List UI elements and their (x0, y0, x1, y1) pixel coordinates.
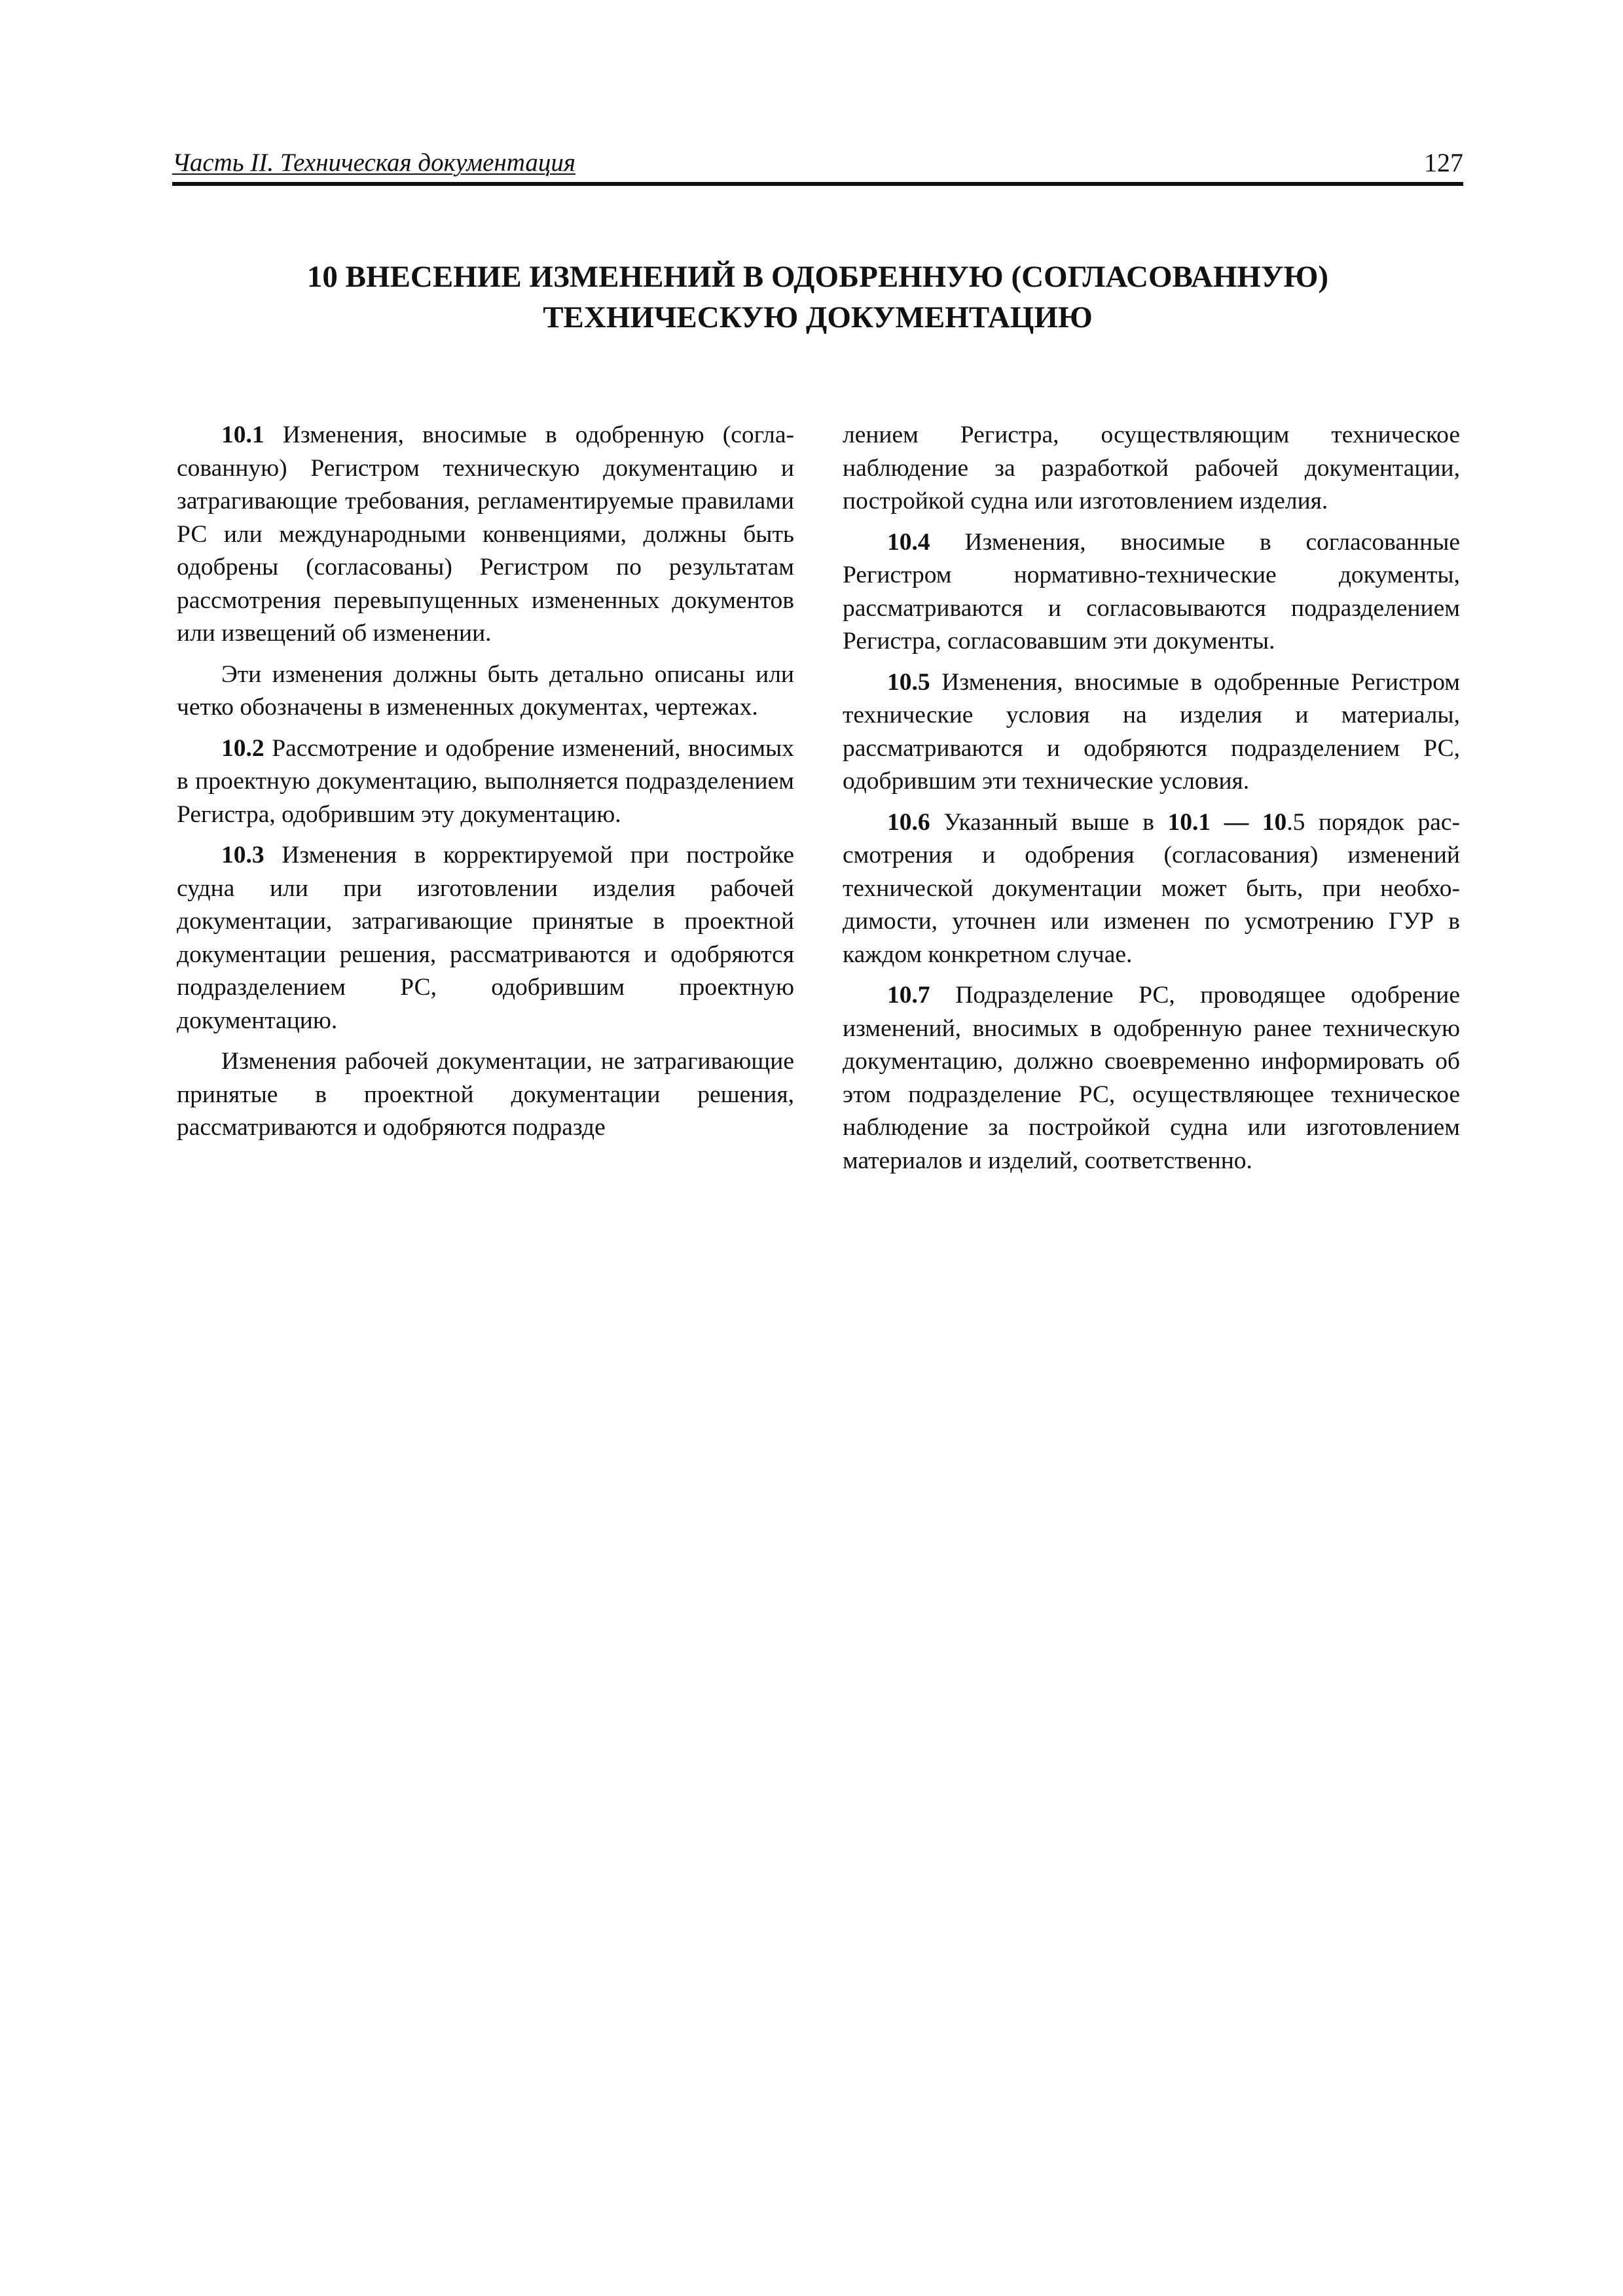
left-column (177, 419, 794, 1153)
paragraph-text: Изменения, вносимые в одобренную (согласованную) Регистром техническую документацию и затрагивающие требования, регламентируемые правилами РС или международными конвенциями, должны быть одобрены (согласованы) Регистром по результатам рассмотрения перевыпущенных измененных документов или извещений об изменении. (177, 422, 794, 647)
paragraph-number: 10.3 (221, 842, 264, 869)
chapter-title-line-2: ТЕХНИЧЕСКУЮ ДОКУМЕНТАЦИЮ (543, 300, 1093, 334)
paragraph-10-3 (177, 839, 794, 1037)
paragraph-10-4 (843, 526, 1460, 658)
paragraph-number: 10.2 (221, 734, 264, 762)
right-column (843, 419, 1460, 1185)
paragraph-number: 10.7 (887, 982, 930, 1009)
paragraph-text: .5 порядок рассмотрения и одобрения (согласования) изменений технической документации может быть, при необходимости, уточнен или изменен по усмотрению ГУР в каждом конкретном случае. (843, 808, 1460, 968)
paragraph-10-1 (177, 419, 794, 651)
paragraph-text: Рассмотрение и одобрение изменений, вносимых в проектную документацию, выполняется подразделением Регистра, одобрившим эту документацию. (177, 734, 794, 828)
paragraph-number: 10.5 (887, 668, 930, 696)
paragraph-number: 10.4 (887, 528, 930, 556)
paragraph-10-2 (177, 732, 794, 832)
paragraph-text: Подразделение РС, проводящее одобрение изменений, вносимых в одобренную ранее техническую документацию, должно своевременно информировать об этом подразделение РС, осуществляющее техническое наблюдение за постройкой судна или изготовлением материалов и изделий, соответственно. (843, 982, 1460, 1174)
page-number: 127 (1424, 148, 1463, 177)
paragraph-text: лением Регистра, осуществляющим техническое наблюдение за разработкой рабочей документации, постройкой судна или изготовлением изделия. (843, 422, 1460, 514)
paragraph-10-1-continued (177, 658, 794, 725)
cross-reference: 10.1 — 10 (1167, 808, 1287, 836)
paragraph-10-3-continued-end (843, 419, 1460, 518)
paragraph-10-5 (843, 666, 1460, 798)
running-header (172, 141, 1463, 186)
chapter-title (172, 257, 1463, 338)
paragraph-text: Указанный выше в (930, 808, 1168, 836)
running-header-section-title: Часть II. Техническая документация (172, 149, 576, 177)
paragraph-number: 10.6 (887, 808, 930, 836)
paragraph-text: Изменения в корректируемой при постройке судна или при изготовлении изделия рабочей документации, затрагивающие принятые в проектной документации решения, рассматриваются и одобряются подразделением РС, одобрившим проектную документацию. (177, 842, 794, 1034)
paragraph-text: Эти изменения должны быть детально описаны или четко обозначены в измененных документах, чертежах. (177, 660, 794, 721)
paragraph-text: Изменения, вносимые в согласованные Регистром нормативно-технические документы, рассматриваются и согласовываются подразделением Регистра, согласовавшим эти документы. (843, 528, 1460, 655)
paragraph-number: 10.1 (221, 422, 264, 448)
paragraph-10-6 (843, 806, 1460, 972)
paragraph-10-3-continued (177, 1045, 794, 1145)
chapter-title-line-1: 10 ВНЕСЕНИЕ ИЗМЕНЕНИЙ В ОДОБРЕННУЮ (СОГЛАСОВАННУЮ) (306, 260, 1329, 294)
body-columns (177, 419, 1461, 1204)
paragraph-text: Изменения, вносимые в одобренные Регистром технические условия на изделия и материалы, рассматриваются и одобряются подразделением РС, одобрившим эти технические условия. (843, 668, 1460, 795)
paragraph-10-7 (843, 979, 1460, 1177)
paragraph-text: Изменения рабочей документации, не затрагивающие принятые в проектной документации решения, рассматриваются и одобряются подразде (177, 1048, 794, 1141)
